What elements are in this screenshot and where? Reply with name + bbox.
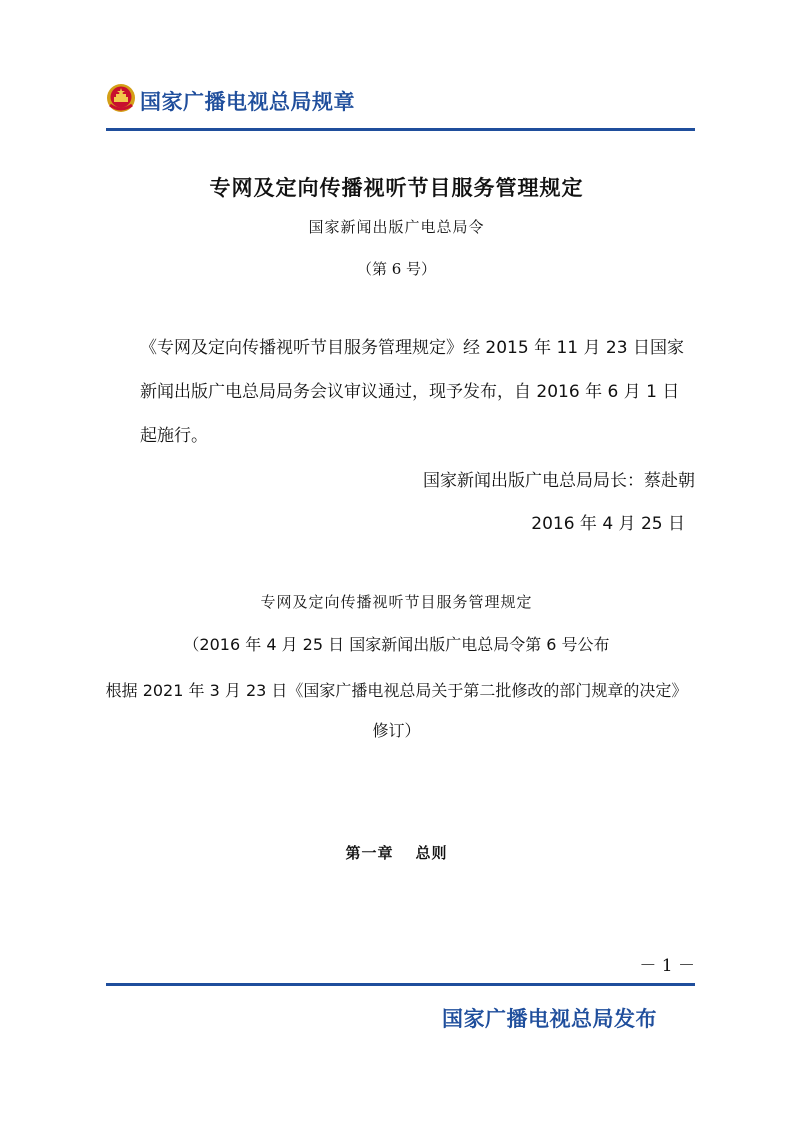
chapter-name: 总则 bbox=[415, 844, 448, 862]
header-divider bbox=[106, 128, 695, 131]
body-paragraph bbox=[106, 326, 695, 458]
page-number: － 1 － bbox=[639, 956, 695, 976]
revision-line-1: （2016 年 4 月 25 日 国家新闻出版广电总局令第 6 号公布 bbox=[183, 635, 610, 654]
body-paragraph-text: 《专网及定向传播视听节目服务管理规定》经 2015 年 11 月 23 日国家新闻出版广电总局局务会议审议通过，现予发布，自 2016 年 6 月 1 日起施行。 bbox=[140, 338, 684, 446]
footer-publisher: 国家广播电视总局发布 bbox=[442, 1007, 657, 1031]
document-title: 专网及定向传播视听节目服务管理规定 bbox=[209, 175, 584, 200]
order-number: （第 6 号） bbox=[356, 260, 437, 278]
footer-divider bbox=[106, 983, 695, 986]
sign-date: 2016 年 4 月 25 日 bbox=[531, 514, 685, 534]
revision-line-2: 根据 2021 年 3 月 23 日《国家广播电视总局关于第二批修改的部门规章的决定》 bbox=[105, 681, 688, 700]
header-title: 国家广播电视总局规章 bbox=[140, 90, 355, 114]
revision-line-3: 修订） bbox=[372, 721, 421, 740]
chapter-number: 第一章 bbox=[345, 844, 394, 862]
chapter-heading bbox=[0, 842, 793, 863]
signer: 国家新闻出版广电总局局长：蔡赴朝 bbox=[423, 471, 695, 491]
order-issuer: 国家新闻出版广电总局令 bbox=[308, 218, 485, 236]
rule-title: 专网及定向传播视听节目服务管理规定 bbox=[260, 593, 533, 611]
national-emblem-icon bbox=[106, 83, 136, 113]
